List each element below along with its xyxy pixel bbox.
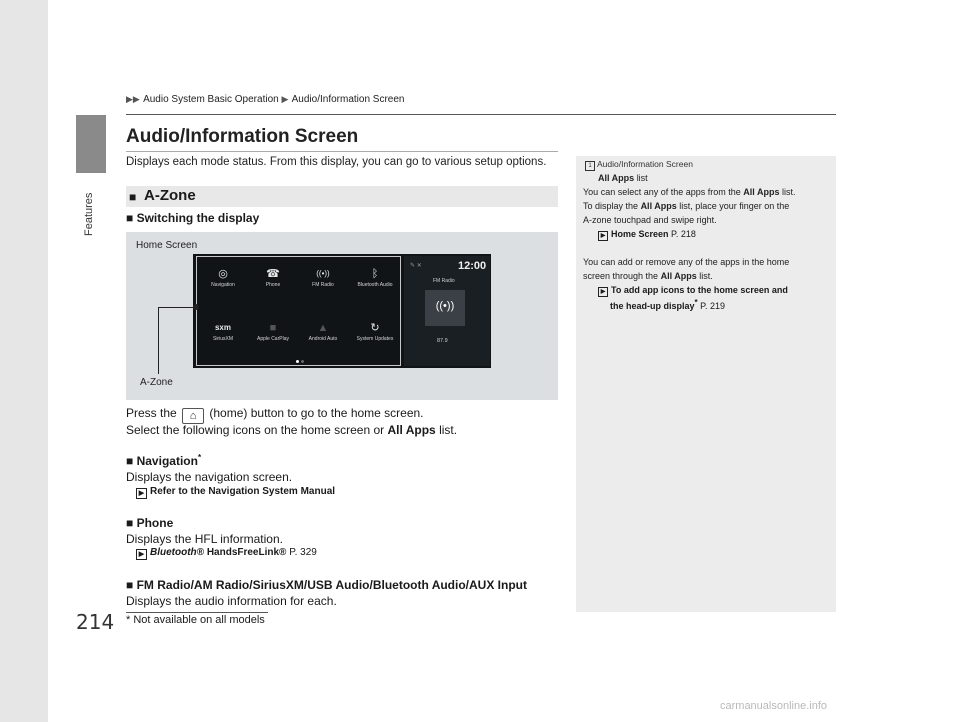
navigation-icon: ◎: [218, 268, 228, 280]
footnote-rule: [126, 612, 268, 613]
page-number: 214: [76, 610, 115, 634]
sidebar-heading: 1 Audio/Information Screen: [585, 159, 693, 171]
sidebar-text: A-zone touchpad and swipe right.: [583, 215, 717, 225]
reference-arrow-icon: ▶: [598, 231, 608, 241]
status-icons: ✎ ✕: [410, 263, 422, 269]
sidebar-text: To display the All Apps list, place your finger on the: [583, 201, 790, 211]
app-system-updates[interactable]: ↻ System Updates: [351, 320, 399, 342]
app-siriusxm[interactable]: sxm SiriusXM: [199, 320, 247, 342]
section-title: A-Zone: [144, 187, 196, 204]
android-auto-icon: ▲: [317, 322, 329, 334]
note-number-icon: 1: [585, 161, 595, 171]
carplay-icon: ■: [269, 322, 277, 334]
radio-icon: ((•)): [316, 269, 330, 278]
home-icon: ⌂: [182, 408, 204, 424]
select-icons-text: Select the following icons on the home screen or All Apps list.: [126, 423, 458, 437]
switching-heading: ■ Switching the display: [126, 211, 260, 225]
footnote: * Not available on all models: [126, 614, 265, 626]
page-title: Audio/Information Screen: [126, 126, 359, 147]
reference-arrow-icon: ▶: [136, 549, 147, 560]
watermark: carmanualsonline.info: [720, 700, 828, 712]
breadcrumb-item[interactable]: Audio/Information Screen: [291, 94, 405, 105]
bluetooth-icon: ᛒ: [371, 268, 379, 280]
page-indicator: [296, 360, 306, 363]
side-tab-label: Features: [83, 192, 95, 236]
reference-arrow-icon: ▶: [598, 287, 608, 297]
clock: 12:00: [458, 260, 487, 272]
azone-label: A-Zone: [140, 377, 173, 388]
navigation-heading: ■ Navigation*: [126, 453, 202, 468]
leader-dot: [193, 304, 199, 310]
app-apple-carplay[interactable]: ■ Apple CarPlay: [249, 320, 297, 342]
app-phone[interactable]: ☎ Phone: [249, 266, 297, 288]
sidebar-subheading: All Apps list: [598, 173, 648, 183]
right-panel-label: FM Radio: [433, 278, 455, 284]
phone-ref[interactable]: ▶ Bluetooth® HandsFreeLink® P. 329: [136, 547, 317, 560]
breadcrumb-item[interactable]: Audio System Basic Operation: [143, 94, 279, 105]
breadcrumb: [126, 94, 404, 105]
press-home-text: Press the ⌂ (home) button to go to the home screen.: [126, 406, 424, 422]
side-tab-block: [76, 115, 106, 173]
radio-tile[interactable]: [425, 290, 465, 326]
fm-text: Displays the audio information for each.: [126, 594, 337, 608]
system-updates-icon: ↻: [370, 322, 380, 334]
navigation-ref[interactable]: ▶ Refer to the Navigation System Manual: [136, 486, 335, 499]
app-bluetooth-audio[interactable]: ᛒ Bluetooth Audio: [351, 266, 399, 288]
square-bullet-icon: ■: [129, 190, 137, 204]
sidebar-text: You can select any of the apps from the All Apps list.: [583, 187, 796, 197]
title-rule: [126, 151, 558, 152]
side-tab-bar: [0, 0, 48, 722]
phone-icon: ☎: [266, 268, 280, 280]
siriusxm-icon: sxm: [214, 323, 231, 332]
radio-signal-icon: ((•)): [435, 300, 455, 312]
phone-text: Displays the HFL information.: [126, 532, 283, 546]
phone-heading: ■ Phone: [126, 516, 174, 530]
frequency: 87.9: [437, 338, 448, 344]
home-screen-label: Home Screen: [136, 240, 198, 251]
header-rule: [126, 114, 836, 115]
navigation-text: Displays the navigation screen.: [126, 470, 293, 484]
breadcrumb-arrow-icon: ▶: [281, 94, 289, 104]
breadcrumb-arrow-icon: ▶▶: [126, 94, 140, 104]
leader-line: [158, 307, 196, 308]
app-navigation[interactable]: ◎ Navigation: [199, 266, 247, 288]
fm-heading: ■ FM Radio/AM Radio/SiriusXM/USB Audio/Bluetooth Audio/AUX Input: [126, 578, 528, 592]
reference-arrow-icon: ▶: [136, 488, 147, 499]
app-android-auto[interactable]: ▲ Android Auto: [299, 320, 347, 342]
sidebar-ref-add-icons[interactable]: ▶ To add app icons to the home screen and: [598, 284, 788, 297]
leader-line: [158, 307, 159, 374]
sidebar-text: screen through the All Apps list.: [583, 271, 713, 281]
section-heading: [126, 186, 558, 207]
sidebar-ref-home-screen[interactable]: ▶ Home Screen P. 218: [598, 228, 696, 241]
intro-text: Displays each mode status. From this display, you can go to various setup options.: [126, 156, 547, 168]
sidebar-text: You can add or remove any of the apps in the home: [583, 257, 790, 267]
app-fm-radio[interactable]: ((•)) FM Radio: [299, 266, 347, 288]
sidebar-ref-add-icons-cont[interactable]: the head-up display* P. 219: [610, 298, 726, 311]
